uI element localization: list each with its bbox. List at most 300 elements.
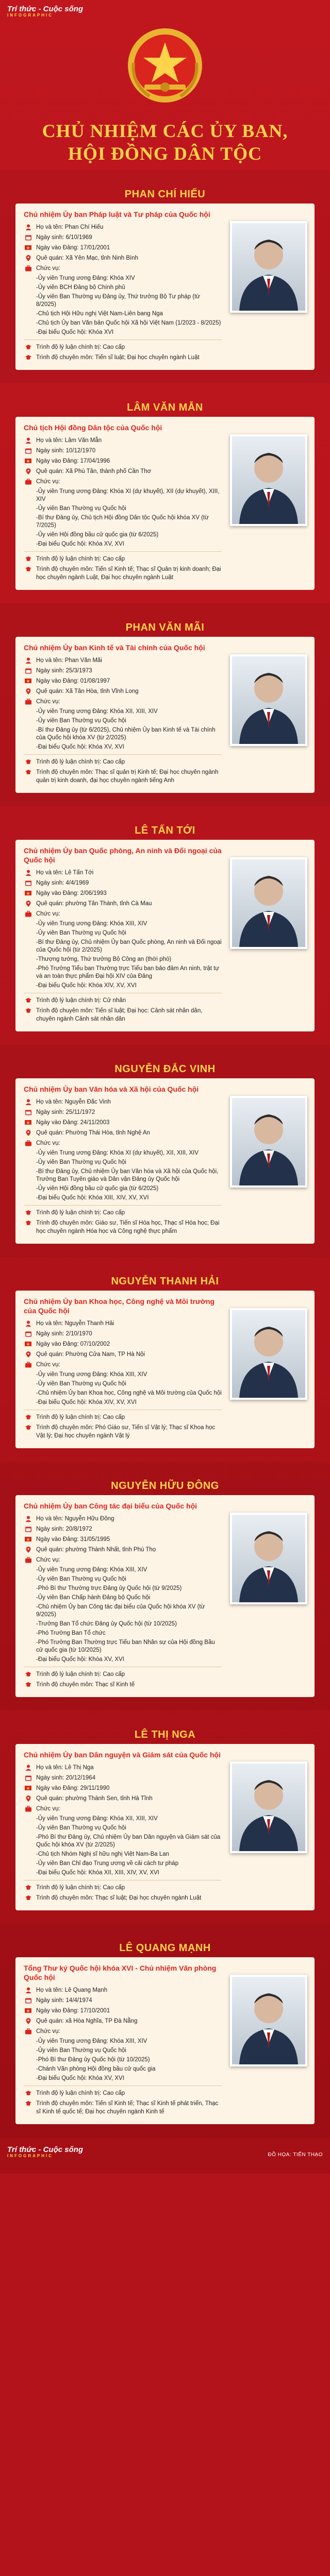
position-item: -Ủy viên Ban Thường vụ Quốc hội [36, 1381, 126, 1387]
briefcase-icon [24, 1140, 33, 1147]
info-row [24, 1986, 222, 1994]
info-row [24, 1996, 222, 2005]
position-item: -Chánh Văn phòng Hội đồng bầu cử quốc gia [36, 2066, 156, 2072]
info-row [24, 677, 222, 685]
person-section [0, 1462, 330, 1710]
briefcase-icon [24, 2028, 33, 2035]
position-item: -Ủy viên Ban Thường vụ Quốc hội [36, 2047, 126, 2054]
info-text: Ngày vào Đảng: 31/05/1995 [36, 1536, 110, 1543]
person-name: PHAN VĂN MÃI [125, 622, 205, 633]
graduation-cap-icon [24, 1894, 33, 1902]
qualification-row [24, 1209, 222, 1217]
position-item: -Đại biểu Quốc hội: Khóa XIV, XV, XVI [36, 1399, 137, 1405]
person-position-title: Chủ nhiệm Ủy ban Văn hóa và Xã hội của Quốc hội [24, 1085, 199, 1093]
divider [24, 754, 222, 755]
person-icon [24, 1320, 33, 1327]
info-text: Ngày vào Đảng: 01/08/1997 [36, 678, 110, 684]
position-item: -Ủy viên Ban Chấp hành Đảng bộ Quốc hội [36, 1595, 151, 1601]
info-row [24, 1546, 222, 1554]
person-name: LÊ THỊ NGA [134, 1729, 196, 1740]
qualification-text: Trình độ chuyên môn: Tiến sĩ luật; Đại học chuyên ngành Luật [36, 354, 200, 361]
brand-name: Trí thức - Cuộc sống [7, 5, 84, 13]
qualification-text: Trình độ chuyên môn: Tiến sĩ Kinh tế; Thạc sĩ Quản trị kinh doanh; Đại học chuyên ngành Luật, Đại học chuyên ngành Luật [36, 566, 221, 581]
info-text: Họ và tên: Nguyễn Đắc Vinh [36, 1099, 111, 1105]
position-item: -Ủy viên Ban Thường vụ Quốc hội [36, 1576, 126, 1582]
title-line-1: CHỦ NHIỆM CÁC ỦY BAN, [42, 121, 288, 141]
location-icon [24, 2018, 33, 2025]
flag-icon [24, 244, 33, 251]
person-icon [24, 869, 33, 876]
calendar-icon [24, 1774, 33, 1782]
position-item: -Ủy viên Ban Thường vụ Đảng ủy, Thứ trưởng Bộ Tư pháp (từ 8/2025) [36, 294, 201, 308]
person-section [0, 1257, 330, 1462]
person-name: NGUYỄN HỮU ĐÔNG [111, 1480, 219, 1492]
footer-brand-name: Trí thức - Cuộc sống [7, 2145, 84, 2154]
qualification-text: Trình độ chuyên môn: Thạc sĩ Kinh tế [36, 1682, 135, 1688]
briefcase-icon [24, 265, 33, 272]
info-text: Quê quán: Phường Thái Hòa, tỉnh Nghệ An [36, 1130, 150, 1136]
person-name: NGUYỄN ĐẮC VINH [114, 1063, 216, 1075]
info-row [24, 1350, 222, 1359]
portrait-photo [230, 654, 307, 746]
flag-icon [24, 1341, 33, 1348]
graduation-cap-icon [24, 1007, 33, 1014]
info-text: Chức vụ: [36, 1557, 60, 1563]
position-item: -Ủy viên Trung ương Đảng: Khóa XIV [36, 275, 135, 281]
position-item: -Phó Trưởng Ban Tổ chức [36, 1630, 106, 1636]
person-icon [24, 437, 33, 444]
briefcase-icon [24, 1805, 33, 1812]
portrait-placeholder-icon [232, 859, 305, 947]
info-row [24, 436, 222, 445]
info-text: Chức vụ: [36, 2028, 60, 2035]
position-item: -Phó Bí thư Đảng ủy Quốc hội (từ 10/2025) [36, 2057, 150, 2063]
position-item: -Bí thư Đảng ủy (từ 6/2025), Chủ nhiệm Ủy ban Kinh tế và Tài chính của Quốc hội khóa XV (từ 2/2025) [36, 727, 216, 741]
position-item: -Phó Bí thư Đảng ủy, Chủ nhiệm Ủy ban Dân nguyện và Giám sát của Quốc hội khóa XV (từ 2/2025) [36, 1834, 221, 1848]
position-item: -Bí thư Đảng ủy, Chủ tịch Hội đồng Dân tộc Quốc hội khóa XV (từ 7/2025) [36, 515, 209, 529]
info-text: Ngày vào Đảng: 07/10/2002 [36, 1341, 110, 1347]
info-text: Họ và tên: Lê Quang Mạnh [36, 1987, 108, 1993]
info-row [24, 447, 222, 455]
national-emblem-icon [126, 27, 204, 104]
person-card [15, 204, 315, 370]
info-text: Họ và tên: Phan Văn Mãi [36, 657, 102, 664]
position-item: -Ủy viên Hội đồng bầu cử quốc gia (từ 6/2025) [36, 1185, 159, 1192]
footer [0, 2141, 330, 2167]
info-text: Quê quán: Xã Yên Mạc, tỉnh Ninh Bình [36, 255, 138, 261]
calendar-icon [24, 1109, 33, 1116]
person-icon [24, 657, 33, 664]
info-row [24, 889, 222, 897]
qualification-row [24, 1413, 222, 1421]
qualification-text: Trình độ chuyên môn: Tiến sĩ luật; Đại học: Cảnh sát nhân dân, chuyên ngành Cảnh sát nhân dân [36, 1008, 203, 1022]
position-item: -Chủ nhiệm Ủy ban Công tác đại biểu của Quốc hội khóa XV (từ 9/2025) [36, 1604, 205, 1618]
info-text: Họ và tên: Lâm Văn Mẫn [36, 437, 102, 444]
position-item: -Đại biểu Quốc hội: Khóa XV, XVI [36, 541, 124, 547]
person-position-title: Chủ nhiệm Ủy ban Dân nguyện và Giám sát của Quốc hội [24, 1751, 221, 1759]
info-row [24, 2017, 222, 2025]
qualification-row [24, 1670, 222, 1679]
info-text: Chức vụ: [36, 265, 60, 272]
divider [24, 1205, 222, 1206]
info-row [24, 1098, 222, 1106]
info-row [24, 656, 222, 665]
qualification-text: Trình độ chuyên môn: Giáo sư, Tiến sĩ Hóa học, Thạc sĩ Hóa học; Đại học chuyên ngành Hóa học và Công nghệ thực phẩm [36, 1220, 220, 1234]
info-row [24, 2027, 222, 2036]
qualification-row [24, 996, 222, 1005]
person-icon [24, 1098, 33, 1106]
info-row [24, 1805, 222, 1813]
info-row [24, 1118, 222, 1127]
position-item: -Đại biểu Quốc hội: Khóa XV, XVI [36, 2075, 124, 2081]
portrait-photo [230, 1096, 307, 1188]
portrait-placeholder-icon [232, 1515, 305, 1602]
position-item: -Đại biểu Quốc hội: Khóa XIV, XV, XVI [36, 982, 137, 989]
info-text: Họ và tên: Lê Tấn Tới [36, 870, 94, 876]
qualification-row [24, 1884, 222, 1892]
briefcase-icon [24, 1361, 33, 1368]
info-row [24, 1340, 222, 1348]
info-row [24, 1515, 222, 1523]
person-card [15, 1744, 315, 1910]
position-item: -Ủy viên BCH Đảng bộ Chính phủ [36, 284, 125, 291]
info-row [24, 2007, 222, 2015]
person-position-title: Chủ nhiệm Ủy ban Kinh tế và Tài chính của Quốc hội [24, 643, 205, 652]
graphic-credit: ĐỒ HỌA: TIẾN THẠO [268, 2152, 323, 2158]
person-name: LÊ TẤN TỚI [135, 825, 195, 836]
person-position-title: Chủ tịch Hội đồng Dân tộc của Quốc hội [24, 423, 162, 432]
graduation-cap-icon [24, 1219, 33, 1227]
calendar-icon [24, 447, 33, 454]
info-row [24, 1794, 222, 1803]
info-text: Quê quán: phường Tân Thành, tỉnh Cà Mau [36, 901, 152, 907]
person-card [15, 1495, 315, 1697]
graduation-cap-icon [24, 1414, 33, 1421]
info-row [24, 1535, 222, 1544]
flag-icon [24, 457, 33, 465]
person-card [15, 1078, 315, 1244]
location-icon [24, 468, 33, 475]
info-text: Ngày sinh: 20/8/1972 [36, 1526, 92, 1532]
flag-icon [24, 1785, 33, 1792]
qualification-row [24, 1894, 222, 1902]
info-row [24, 1525, 222, 1533]
portrait-placeholder-icon [232, 1098, 305, 1185]
graduation-cap-icon [24, 997, 33, 1004]
graduation-cap-icon [24, 2090, 33, 2097]
info-row [24, 1129, 222, 1137]
position-item: -Đại biểu Quốc hội: Khóa XIII, XIV, XV, XVI [36, 1195, 149, 1201]
info-row [24, 667, 222, 675]
position-item: -Ủy viên Trung ương Đảng: Khóa XI (dự khuyết), XII (dự khuyết), XIII, XIV [36, 488, 220, 502]
person-name: LÂM VĂN MẪN [127, 402, 203, 413]
info-text: Ngày sinh: 6/10/1969 [36, 234, 92, 241]
qualification-text: Trình độ chuyên môn: Thạc sĩ luật; Đại học chuyên ngành Luật [36, 1895, 202, 1901]
person-section [0, 603, 330, 806]
position-item: -Phó Trưởng Ban Thường trực Tiểu ban Nhân sự của Hội đồng Bầu cử quốc gia (từ 10/2025) [36, 1639, 215, 1653]
info-row [24, 1361, 222, 1369]
person-card [15, 1957, 315, 2124]
info-row [24, 1556, 222, 1564]
info-text: Ngày vào Đảng: 29/11/1990 [36, 1785, 110, 1791]
info-row [24, 254, 222, 262]
briefcase-icon [24, 910, 33, 918]
position-item: -Chủ tịch Nhóm Nghị sĩ hữu nghị Việt Nam-Ba Lan [36, 1851, 170, 1857]
person-icon [24, 1987, 33, 1994]
graduation-cap-icon [24, 1884, 33, 1891]
position-item: -Ủy viên Ban Chỉ đạo Trung ương về cải cách tư pháp [36, 1860, 179, 1867]
info-text: Họ và tên: Phan Chí Hiếu [36, 224, 104, 230]
info-row [24, 457, 222, 465]
info-row [24, 244, 222, 252]
person-card [15, 637, 315, 793]
person-section [0, 1710, 330, 1924]
portrait-placeholder-icon [232, 1977, 305, 2064]
position-item: -Bí thư Đảng ủy, Chủ nhiệm Ủy ban Văn hóa và Xã hội của Quốc hội, Trưởng Ban Tuyên giáo và Dân vận Đảng ủy Quốc hội [36, 1168, 219, 1182]
graduation-cap-icon [24, 1681, 33, 1688]
person-name: LÊ QUANG MẠNH [119, 1942, 211, 1954]
page-title [0, 120, 330, 165]
info-text: Ngày sinh: 25/3/1973 [36, 668, 92, 674]
info-row [24, 478, 222, 486]
person-position-title: Chủ nhiệm Ủy ban Công tác đại biểu của Quốc hội [24, 1502, 197, 1510]
footer-brand [7, 2146, 83, 2158]
info-row [24, 223, 222, 231]
position-item: -Đại biểu Quốc hội: Khóa XV, XVI [36, 744, 124, 750]
location-icon [24, 688, 33, 695]
flag-icon [24, 2007, 33, 2014]
location-icon [24, 900, 33, 907]
position-item: -Chủ tịch Ủy ban Văn bản Quốc hội Xã hội Việt Nam (1/2023 - 8/2025) [36, 320, 221, 326]
calendar-icon [24, 234, 33, 241]
position-item: -Ủy viên Trung ương Đảng: Khóa XIII, XIV [36, 1567, 147, 1573]
position-item: -Ủy viên Ban Thường vụ Quốc hội [36, 930, 126, 936]
position-item: -Chủ nhiệm Ủy ban Khoa học, Công nghệ và Môi trường của Quốc hội [36, 1390, 222, 1396]
location-icon [24, 255, 33, 262]
flag-icon [24, 1536, 33, 1543]
position-item: -Phó Bí thư Thường trực Đảng ủy Quốc hội (từ 9/2025) [36, 1585, 182, 1591]
info-text: Ngày sinh: 2/10/1970 [36, 1331, 92, 1337]
qualification-text: Trình độ lý luận chính trị: Cao cấp [36, 344, 125, 350]
info-text: Ngày vào Đảng: 24/11/2003 [36, 1120, 110, 1126]
person-section [0, 1045, 330, 1257]
position-item: -Ủy viên Trung ương Đảng: Khóa XII, XIII, XIV [36, 1816, 158, 1822]
qualification-text: Trình độ lý luận chính trị: Cao cấp [36, 759, 125, 765]
portrait-photo [230, 1513, 307, 1604]
person-section [0, 383, 330, 603]
brand-logo [7, 5, 83, 18]
portrait-photo [230, 1308, 307, 1400]
graduation-cap-icon [24, 2100, 33, 2107]
portrait-placeholder-icon [232, 656, 305, 744]
graduation-cap-icon [24, 758, 33, 766]
calendar-icon [24, 1526, 33, 1533]
portrait-photo [230, 434, 307, 526]
position-item: -Ủy viên Ban Thường vụ Quốc hội [36, 1159, 126, 1165]
info-text: Quê quán: Xã Phú Tân, thành phố Cần Thơ [36, 468, 152, 474]
qualification-text: Trình độ lý luận chính trị: Cao cấp [36, 556, 125, 562]
person-card [15, 417, 315, 590]
qualification-text: Trình độ lý luận chính trị: Cao cấp [36, 1885, 125, 1891]
qualification-row [24, 1007, 222, 1023]
calendar-icon [24, 1997, 33, 2004]
info-text: Ngày sinh: 14/4/1974 [36, 1997, 92, 2004]
info-text: Quê quán: Xã Tân Hòa, tỉnh Vĩnh Long [36, 688, 139, 694]
calendar-icon [24, 879, 33, 887]
portrait-placeholder-icon [232, 436, 305, 524]
calendar-icon [24, 1330, 33, 1337]
info-text: Ngày vào Đảng: 17/01/2001 [36, 245, 110, 251]
position-item: -Thượng tướng, Thứ trưởng Bộ Công an (thời phó) [36, 956, 172, 962]
portrait-photo [230, 857, 307, 949]
location-icon [24, 1546, 33, 1553]
portrait-photo [230, 1761, 307, 1853]
info-text: Chức vụ: [36, 479, 60, 485]
info-row [24, 1319, 222, 1328]
briefcase-icon [24, 478, 33, 485]
graduation-cap-icon [24, 354, 33, 361]
info-text: Ngày sinh: 10/12/1970 [36, 448, 96, 454]
person-position-title: Chủ nhiệm Ủy ban Khoa học, Công nghệ và Môi trường của Quốc hội [24, 1297, 215, 1315]
portrait-photo [230, 1975, 307, 2066]
position-item: -Ủy viên Trung ương Đảng: Khóa XIII, XIV [36, 2038, 147, 2044]
position-item: -Phó Trưởng Tiểu ban Thường trực Tiểu ban bảo đảm An ninh, trật tự và an toàn thực phẩm Đại hội XIV của Đảng [36, 965, 220, 979]
person-section [0, 1924, 330, 2138]
position-item: -Chủ tịch Hội Hữu nghị Việt Nam-Liên bang Nga [36, 311, 163, 317]
qualification-row [24, 2099, 222, 2116]
info-row [24, 879, 222, 887]
info-text: Chức vụ: [36, 911, 60, 917]
portrait-placeholder-icon [232, 1310, 305, 1398]
info-text: Ngày vào Đảng: 17/04/1996 [36, 458, 110, 464]
info-text: Quê quán: Phường Cửa Nam, TP Hà Nội [36, 1351, 145, 1358]
position-item: -Bí thư Đảng ủy, Chủ nhiệm Ủy ban Quốc phòng, An ninh và Đối ngoại của Quốc hội (từ 2/2025) [36, 939, 222, 953]
info-text: Ngày vào Đảng: 2/06/1993 [36, 890, 107, 896]
graduation-cap-icon [24, 555, 33, 563]
briefcase-icon [24, 698, 33, 705]
person-section [0, 806, 330, 1045]
briefcase-icon [24, 1556, 33, 1564]
position-item: -Trưởng Ban Tổ chức Đảng ủy Quốc hội (từ 10/2025) [36, 1621, 177, 1627]
info-text: Chức vụ: [36, 1806, 60, 1812]
info-row [24, 1774, 222, 1782]
info-text: Ngày vào Đảng: 17/10/2001 [36, 2008, 110, 2014]
info-row [24, 233, 222, 242]
info-row [24, 1764, 222, 1772]
calendar-icon [24, 667, 33, 674]
info-text: Ngày sinh: 4/4/1969 [36, 880, 89, 886]
info-text: Chức vụ: [36, 1362, 60, 1368]
qualification-row [24, 1681, 222, 1689]
info-text: Quê quán: phường Thành Nhất, tỉnh Phú Thọ [36, 1547, 156, 1553]
graduation-cap-icon [24, 1671, 33, 1678]
location-icon [24, 1129, 33, 1137]
qualification-row [24, 555, 222, 563]
info-row [24, 1330, 222, 1338]
portrait-placeholder-icon [232, 223, 305, 311]
qualification-row [24, 1423, 222, 1440]
person-position-title: Chủ nhiệm Ủy ban Quốc phòng, An ninh và Đối ngoại của Quốc hội [24, 846, 222, 864]
qualification-row [24, 353, 222, 362]
graduation-cap-icon [24, 1424, 33, 1431]
info-text: Ngày sinh: 25/11/1972 [36, 1109, 95, 1115]
flag-icon [24, 1119, 33, 1126]
qualification-text: Trình độ chuyên môn: Thạc sĩ quản trị Kinh tế; Đại học chuyên ngành quản trị kinh doanh, đại học chuyên ngành tiếng Anh [36, 769, 219, 784]
info-text: Chức vụ: [36, 1140, 60, 1146]
person-position-title: Chủ nhiệm Ủy ban Pháp luật và Tư pháp của Quốc hội [24, 210, 210, 218]
graduation-cap-icon [24, 344, 33, 351]
qualification-text: Trình độ lý luận chính trị: Cao cấp [36, 1671, 125, 1677]
position-item: -Ủy viên Ban Thường vụ Quốc hội [36, 505, 126, 512]
info-text: Họ và tên: Nguyễn Thanh Hải [36, 1320, 114, 1327]
info-row [24, 698, 222, 706]
info-row [24, 869, 222, 877]
info-text: Chức vụ: [36, 699, 60, 705]
qualification-row [24, 758, 222, 766]
info-text: Họ và tên: Lê Thị Nga [36, 1765, 94, 1771]
person-name: PHAN CHÍ HIẾU [124, 189, 206, 200]
location-icon [24, 1351, 33, 1358]
portrait-placeholder-icon [232, 1764, 305, 1851]
qualification-row [24, 565, 222, 582]
qualification-text: Trình độ lý luận chính trị: Cử nhân [36, 997, 126, 1004]
qualification-row [24, 2089, 222, 2097]
person-icon [24, 224, 33, 231]
flag-icon [24, 890, 33, 897]
qualification-row [24, 768, 222, 785]
info-row [24, 900, 222, 908]
position-item: -Ủy viên Trung ương Đảng: Khóa XIII, XIV [36, 921, 147, 927]
info-row [24, 264, 222, 273]
info-row [24, 910, 222, 918]
footer-brand-sub: INFOGRAPHIC [7, 2153, 53, 2158]
position-item: -Ủy viên Ban Thường vụ Quốc hội [36, 718, 126, 724]
position-item: -Đại biểu Quốc hội: Khóa XVI [36, 329, 114, 335]
info-text: Họ và tên: Nguyễn Hữu Đông [36, 1516, 114, 1522]
header [0, 0, 330, 170]
person-name: NGUYỄN THANH HẢI [111, 1276, 219, 1287]
position-item: -Đại biểu Quốc hội: Khóa XV, XVI [36, 1656, 124, 1663]
qualification-row [24, 1219, 222, 1235]
location-icon [24, 1795, 33, 1802]
divider [24, 551, 222, 552]
qualification-text: Trình độ lý luận chính trị: Cao cấp [36, 2090, 125, 2096]
qualification-text: Trình độ lý luận chính trị: Cao cấp [36, 1210, 125, 1216]
info-row [24, 1139, 222, 1147]
title-line-2: HỘI ĐỒNG DÂN TỘC [68, 143, 262, 164]
brand-sub: INFOGRAPHIC [7, 12, 53, 18]
info-row [24, 687, 222, 696]
position-item: -Ủy viên Trung ương Đảng: Khóa XIII, XIV [36, 1371, 147, 1378]
info-text: Quê quán: xã Hòa Nghĩa, TP Đà Nẵng [36, 2018, 138, 2024]
info-row [24, 467, 222, 476]
position-item: -Đại biểu Quốc hội: Khóa XII, XIII, XIV, XV, XVI [36, 1870, 159, 1876]
position-item: -Ủy viên Hội đồng bầu cử quốc gia (từ 6/2025) [36, 532, 159, 538]
person-card [15, 840, 315, 1031]
person-position-title: Tổng Thư ký Quốc hội khóa XVI - Chủ nhiệm Văn phòng Quốc hội [24, 1964, 217, 1981]
info-text: Ngày sinh: 20/12/1964 [36, 1775, 96, 1781]
info-row [24, 1784, 222, 1792]
info-row [24, 1108, 222, 1116]
position-item: -Ủy viên Ban Thường vụ Quốc hội [36, 1825, 126, 1831]
position-item: -Ủy viên Trung ương Đảng: Khóa XII, XIII, XIV [36, 708, 158, 715]
flag-icon [24, 677, 33, 685]
person-icon [24, 1764, 33, 1771]
position-item: -Ủy viên Trung ương Đảng: Khóa XI (dự khuyết), XII, XIII, XIV [36, 1150, 199, 1156]
portrait-photo [230, 221, 307, 313]
info-text: Quê quán: phường Thành Sen, tỉnh Hà Tĩnh [36, 1795, 153, 1802]
person-icon [24, 1515, 33, 1522]
